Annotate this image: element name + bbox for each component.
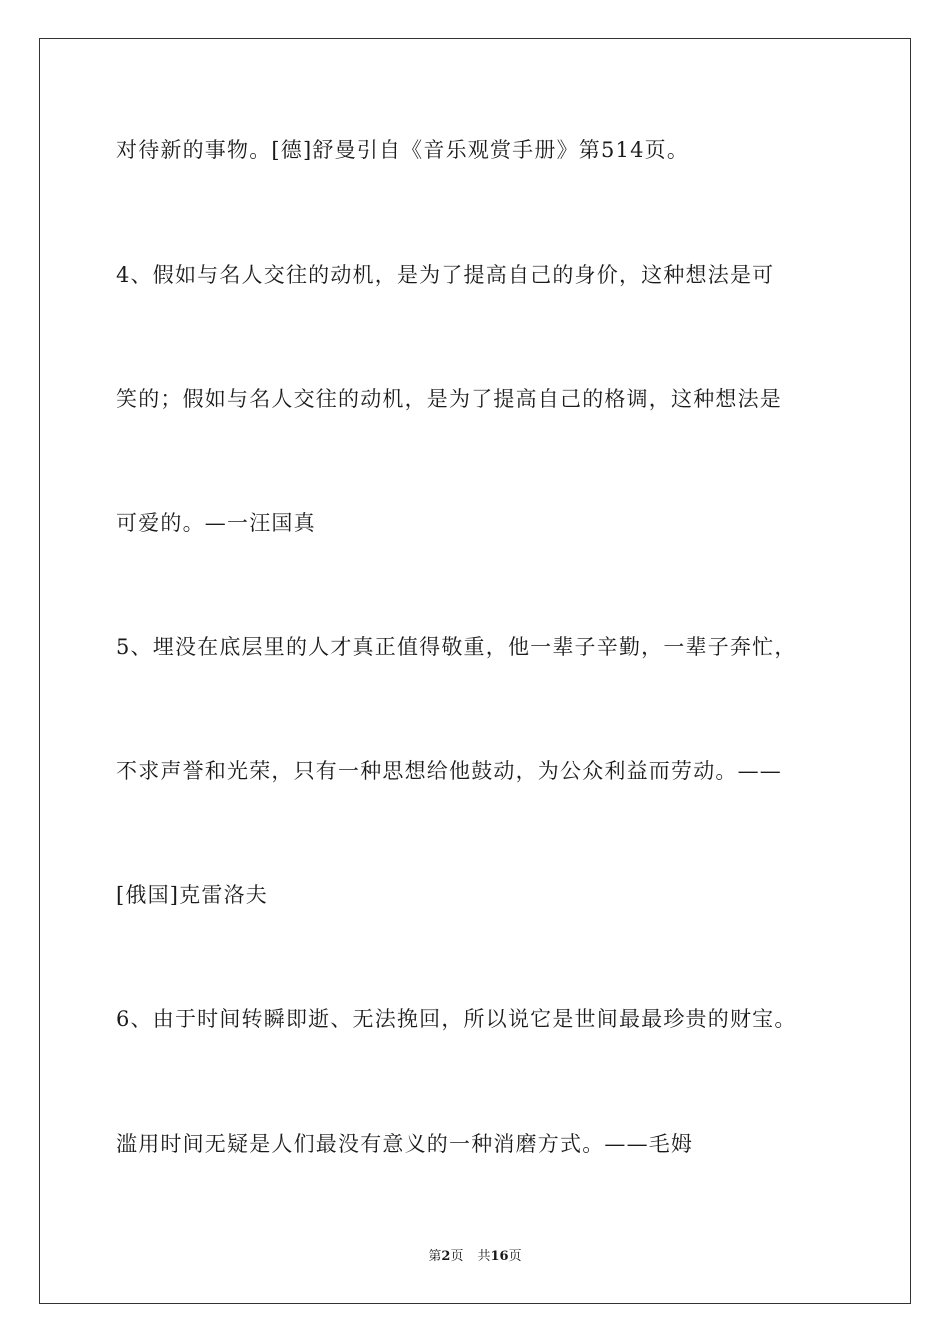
page-border: [39, 38, 911, 1304]
page-footer: [0, 1248, 950, 1266]
total-suffix: 页: [508, 1249, 522, 1264]
text-line: 4、假如与名人交往的动机，是为了提高自己的身价，这种想法是可: [116, 263, 775, 287]
text-line: 5、埋没在底层里的人才真正值得敬重，他一辈子辛勤，一辈子奔忙，: [116, 635, 797, 659]
text-line: 可爱的。—一汪国真: [116, 511, 316, 535]
page-number: 2: [441, 1249, 451, 1264]
text-line: 滥用时间无疑是人们最没有意义的一种消磨方式。——毛姆: [116, 1132, 694, 1156]
text-line: 不求声誉和光荣，只有一种思想给他鼓动，为公众利益而劳动。——: [116, 759, 782, 783]
text-line: 对待新的事物。[德]舒曼引自《音乐观赏手册》第514页。: [116, 138, 690, 162]
page-prefix: 第: [428, 1249, 442, 1264]
text-line: 笑的；假如与名人交往的动机，是为了提高自己的格调，这种想法是: [116, 387, 782, 411]
total-prefix: 共: [477, 1249, 491, 1264]
page-suffix: 页: [450, 1249, 464, 1264]
text-line: 6、由于时间转瞬即逝、无法挽回，所以说它是世间最最珍贵的财宝。: [116, 1007, 797, 1031]
text-line: [俄国]克雷洛夫: [116, 883, 268, 907]
total-pages: 16: [490, 1249, 509, 1264]
